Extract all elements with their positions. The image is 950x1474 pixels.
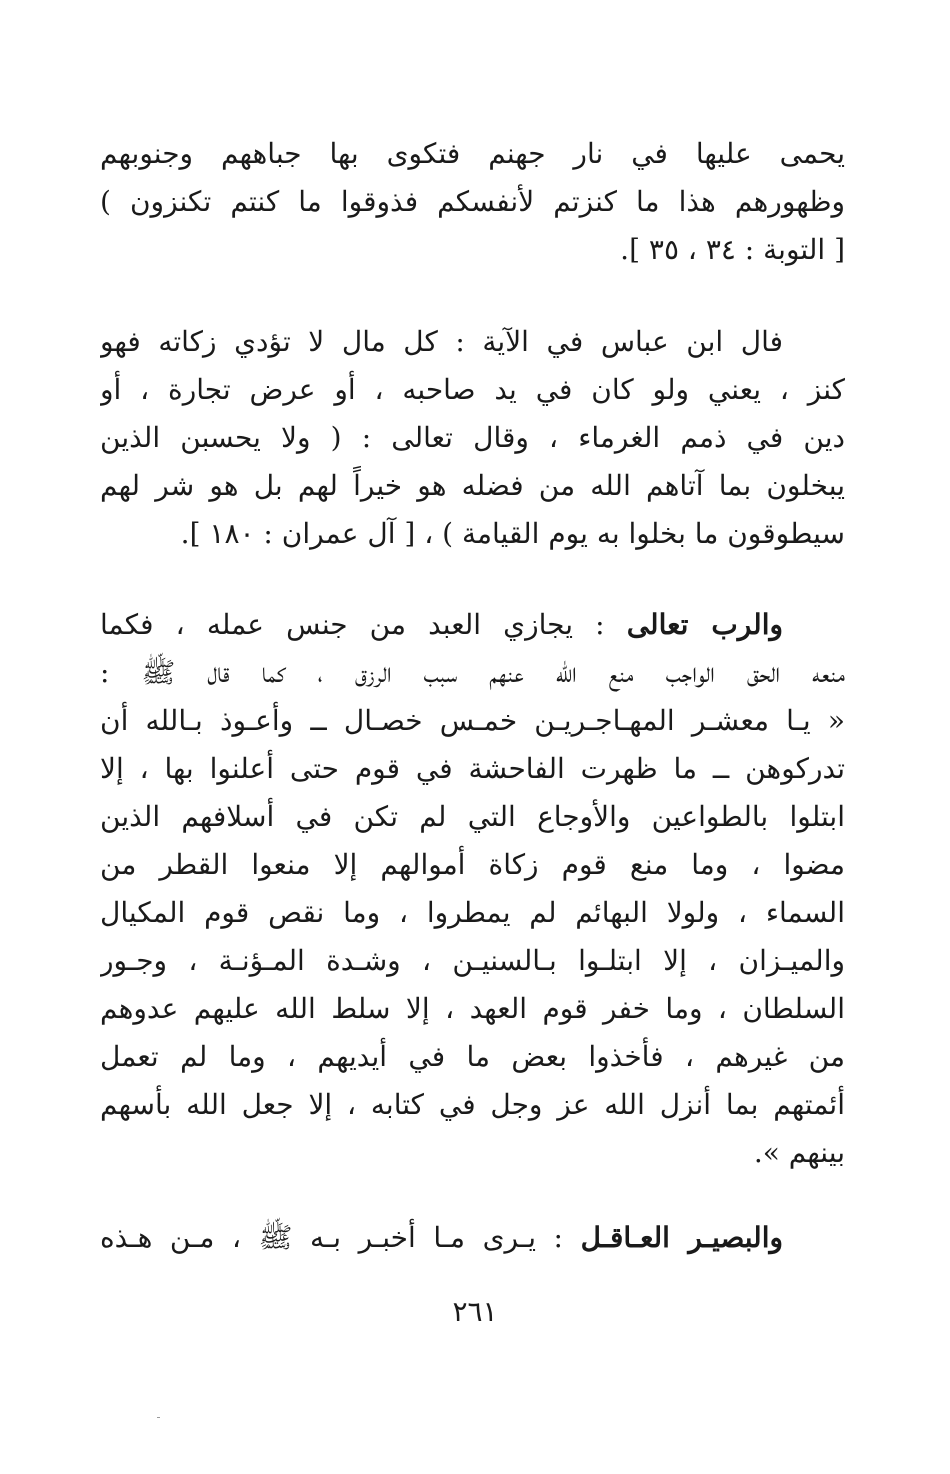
text-line [100,1214,845,1262]
paragraph-spacer [100,558,845,601]
text-line: كنز ، يعني ولو كان في يد صاحبه ، أو عرض تجارة ، أو [100,373,845,406]
text-line: دين في ذمم الغرماء ، وقال تعالى : ( ولا يحسبن الذين [100,421,845,454]
lead-phrase: والبصيـر العـاقـل [580,1221,784,1254]
text-line: يحمى عليها في نار جهنم فتكوى بها جباههم وجنوبهم [100,137,845,170]
lead-continuation: : يـرى مـا أخبـر بـه ﷺ ، مـن هـذه [100,1221,563,1254]
text-line: يبخلون بما آتاهم الله من فضله هو خيراً لهم بل هو شر لهم [100,469,845,502]
text-line: تدركوهن ــ ما ظهرت الفاحشة في قوم حتى أعلنوا بها ، إلا [100,752,845,785]
text-line: وظهورهم هذا ما كنزتم لأنفسكم فذوقوا ما كنتم تكنزون ) [100,185,845,218]
paragraph-quran-verse [100,130,845,274]
scan-speck [157,1417,160,1418]
text-line: من غيرهم ، فأخذوا بعض ما في أيديهم ، وما لم تعمل [100,1040,845,1073]
text-line: السماء ، ولولا البهائم لم يمطروا ، وما نقص قوم المكيال [100,896,845,929]
page-number: ٢٦١ [452,1295,498,1328]
text-line: السلطان ، وما خفر قوم العهد ، إلا سلط الله عليهم عدوهم [100,992,845,1025]
paragraph-ibn-abbas [100,318,845,558]
lead-phrase: والرب تعالى [626,608,784,641]
text-line: فال ابن عباس في الآية : كل مال لا تؤدي زكاته فهو [100,325,783,358]
text-line: أئمتهم بما أنزل الله عز وجل في كتابه ، إلا جعل الله بأسهم [100,1088,845,1121]
text-line: بينهم ». [753,1136,845,1169]
lead-continuation: : يجازي العبد من جنس عمله ، فكما [100,608,605,641]
paragraph-discerning [100,1214,845,1262]
paragraph-hadith [100,601,845,1177]
paragraph-spacer [100,1177,845,1214]
text-line: منعه الحق الواجب منع الله عنهم سبب الرزق ، كما قال ﷺ : [100,656,845,689]
page-body [100,130,845,1262]
text-line: مضوا ، وما منع قوم زكاة أموالهم إلا منعوا القطر من [100,848,845,881]
text-line: [ التوبة : ٣٤ ، ٣٥ ]. [620,233,845,266]
text-line [100,601,845,649]
text-line: سيطوقون ما بخلوا به يوم القيامة ) ، [ آل عمران : ١٨٠ ]. [180,517,845,550]
text-line: ابتلوا بالطواعين والأوجاع التي لم تكن في أسلافهم الذين [100,800,845,833]
paragraph-spacer [100,274,845,318]
text-line: والميـزان ، إلا ابتلـوا بـالسنيـن ، وشـدة المـؤنـة ، وجـور [100,944,845,977]
text-line: « يـا معشـر المهـاجـريـن خمـس خصـال ــ وأعـوذ بـالله أن [100,704,845,737]
